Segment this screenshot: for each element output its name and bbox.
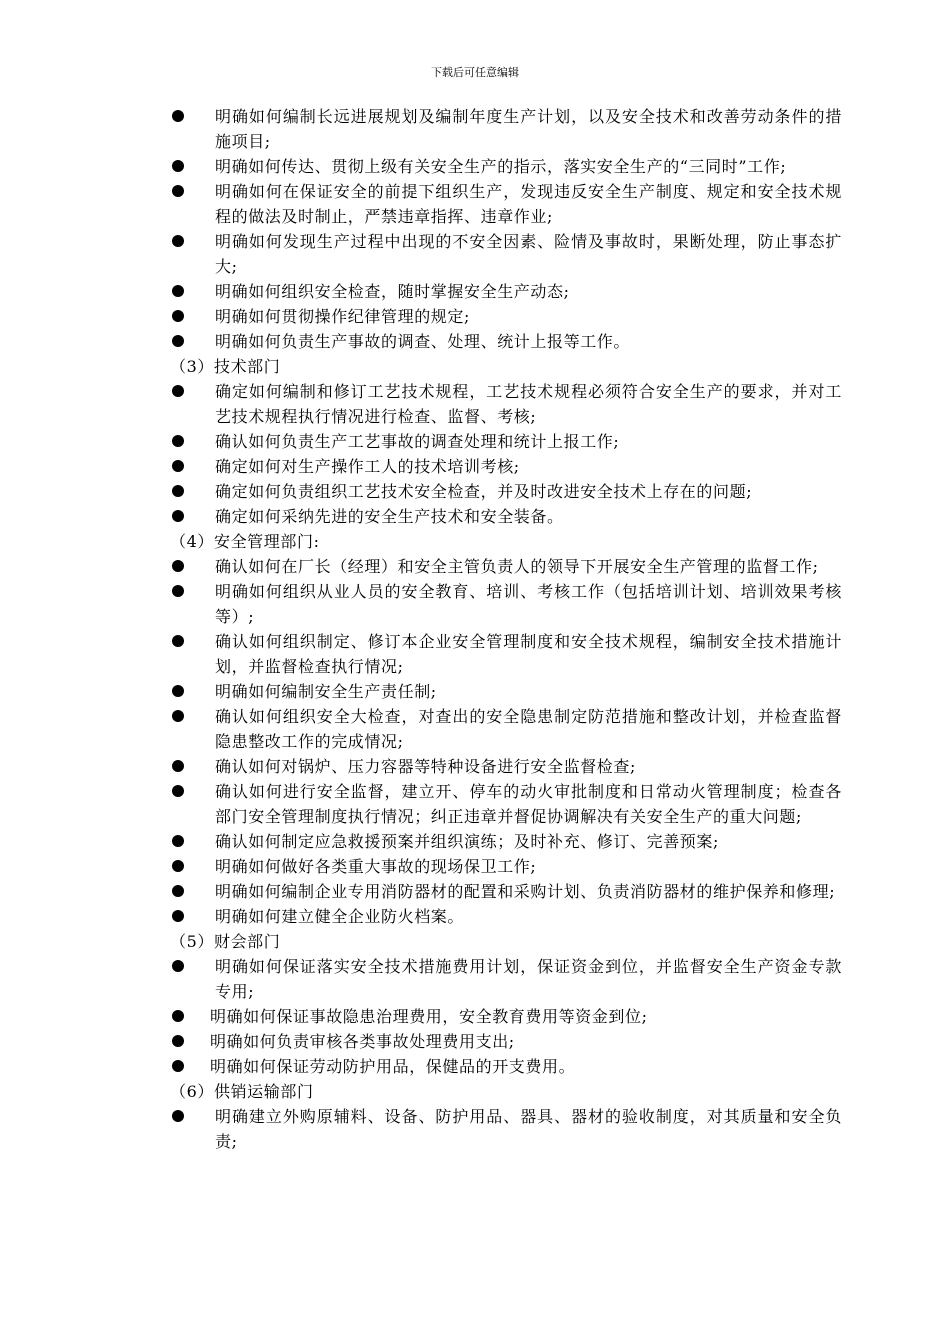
list-item-text: 明确如何组织从业人员的安全教育、培训、考核工作（包括培训计划、培训效果考核等）; [215,582,842,626]
bullet-icon [172,110,184,122]
list-item [170,1004,842,1029]
list-item [170,179,842,229]
bullet-icon [172,685,184,697]
bullet-icon [172,785,184,797]
list-item-text: 确认如何组织安全大检查，对查出的安全隐患制定防范措施和整改计划，并检查监督隐患整改工作的完成情况; [215,707,842,751]
list-item [170,1054,842,1079]
list-item [170,229,842,279]
list-item-text: 明确如何在保证安全的前提下组织生产，发现违反安全生产制度、规定和安全技术规程的做法及时制止，严禁违章指挥、违章作业; [215,182,842,226]
list-item-text: 明确如何编制长远进展规划及编制年度生产计划，以及安全技术和改善劳动条件的措施项目; [215,107,842,151]
list-item-text: 确认如何负责生产工艺事故的调查处理和统计上报工作; [215,432,620,451]
list-item [170,554,842,579]
list-item-text: 明确如何保证劳动防护用品，保健品的开支费用。 [210,1057,576,1076]
list-item-text: 确认如何对锅炉、压力容器等特种设备进行安全监督检查; [215,757,636,776]
list-item [170,579,842,629]
list-item-text: 明确如何编制安全生产责任制; [215,682,437,701]
list-item-text: 明确如何传达、贯彻上级有关安全生产的指示，落实安全生产的“三同时”工作; [215,157,787,176]
list-item-text: 明确如何贯彻操作纪律管理的规定; [215,307,470,326]
bullet-icon [172,910,184,922]
list-item [170,754,842,779]
list-item [170,854,842,879]
bullet-icon [172,435,184,447]
list-item [170,504,842,529]
bullet-icon [172,160,184,172]
bullet-icon [172,960,184,972]
list-item-text: 明确如何组织安全检查，随时掌握安全生产动态; [215,282,570,301]
list-item [170,704,842,754]
bullet-icon [172,285,184,297]
list-item [170,329,842,354]
list-item-text: 确认如何制定应急救援预案并组织演练；及时补充、修订、完善预案; [215,832,719,851]
page-header: 下载后可任意编辑 [431,66,519,79]
list-item [170,454,842,479]
bullet-icon [172,585,184,597]
list-item-text: 明确如何做好各类重大事故的现场保卫工作; [215,857,537,876]
list-item [170,304,842,329]
list-item [170,829,842,854]
bullet-icon [172,235,184,247]
bullet-icon [172,1035,184,1047]
bullet-icon [172,835,184,847]
list-item [170,379,842,429]
list-item [170,479,842,504]
bullet-icon [172,460,184,472]
list-item [170,904,842,929]
list-item [170,1029,842,1054]
bullet-icon [172,1060,184,1072]
list-item-text: 确认如何组织制定、修订本企业安全管理制度和安全技术规程，编制安全技术措施计划，并监督检查执行情况; [215,632,842,676]
list-item-text: 明确如何负责审核各类事故处理费用支出; [210,1032,515,1051]
document-body [170,104,842,1154]
bullet-icon [172,710,184,722]
bullet-icon [172,760,184,772]
list-item-text: 明确如何建立健全企业防火档案。 [215,907,465,926]
bullet-icon [172,185,184,197]
list-item-text: 确定如何编制和修订工艺技术规程，工艺技术规程必须符合安全生产的要求，并对工艺技术规程执行情况进行检查、监督、考核; [215,382,842,426]
bullet-icon [172,635,184,647]
list-item [170,279,842,304]
list-item-text: 确定如何对生产操作工人的技术培训考核; [215,457,520,476]
bullet-icon [172,335,184,347]
list-item [170,679,842,704]
bullet-icon [172,1110,184,1122]
bullet-icon [172,560,184,572]
list-item-text: 确认如何进行安全监督，建立开、停车的动火审批制度和日常动火管理制度；检查各部门安全管理制度执行情况；纠正违章并督促协调解决有关安全生产的重大问题; [215,782,842,826]
bullet-icon [172,385,184,397]
bullet-icon [172,310,184,322]
list-item-text: 确定如何采纳先进的安全生产技术和安全装备。 [215,507,564,526]
list-item-text: 明确如何负责生产事故的调查、处理、统计上报等工作。 [215,332,631,351]
bullet-icon [172,885,184,897]
list-item [170,1104,842,1154]
section-heading-safety: （4）安全管理部门: [170,532,320,551]
list-item [170,629,842,679]
section-heading-tech: （3）技术部门 [170,357,281,376]
list-item [170,429,842,454]
bullet-icon [172,510,184,522]
list-item [170,154,842,179]
list-item-text: 确定如何负责组织工艺技术安全检查，并及时改进安全技术上存在的问题; [215,482,753,501]
list-item-text: 明确如何发现生产过程中出现的不安全因素、险情及事故时，果断处理，防止事态扩大; [215,232,842,276]
list-item-text: 明确如何保证落实安全技术措施费用计划，保证资金到位，并监督安全生产资金专款专用; [215,957,842,1001]
section-heading-supply: （6）供销运输部门 [170,1082,314,1101]
list-item-text: 确认如何在厂长（经理）和安全主管负责人的领导下开展安全生产管理的监督工作; [215,557,819,576]
list-item [170,104,842,154]
list-item-text: 明确建立外购原辅料、设备、防护用品、器具、器材的验收制度，对其质量和安全负责; [215,1107,842,1151]
section-heading-finance: （5）财会部门 [170,932,281,951]
bullet-icon [172,860,184,872]
list-item-text: 明确如何编制企业专用消防器材的配置和采购计划、负责消防器材的维护保养和修理; [215,882,836,901]
list-item [170,779,842,829]
list-item [170,954,842,1004]
bullet-icon [172,1010,184,1022]
list-item-text: 明确如何保证事故隐患治理费用，安全教育费用等资金到位; [210,1007,648,1026]
list-item [170,879,842,904]
bullet-icon [172,485,184,497]
